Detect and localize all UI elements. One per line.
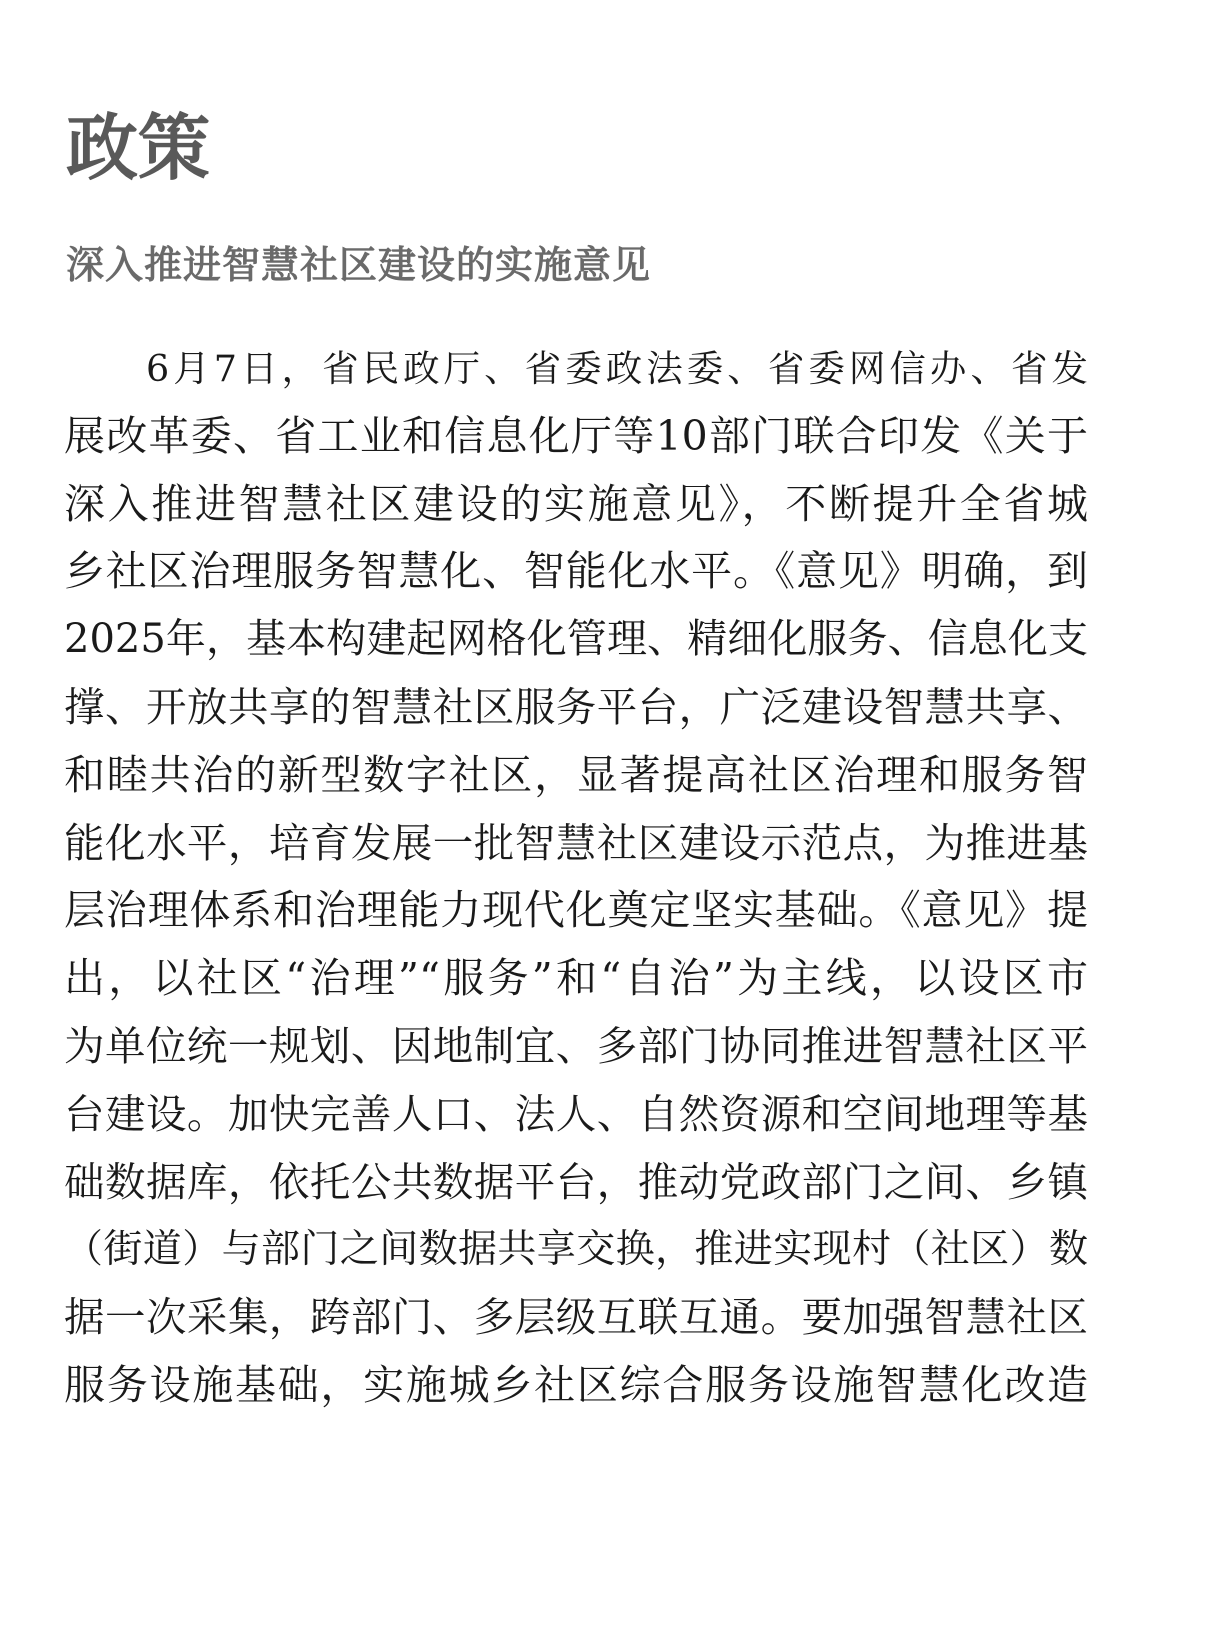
body-line-3: 深入推进智慧社区建设的实施意见》，不断提升全省城 xyxy=(64,479,1088,528)
body-line-13: 础数据库，依托公共数据平台，推动党政部门之间、乡镇 xyxy=(64,1157,1088,1206)
body-line-5: 2025年，基本构建起网格化管理、精细化服务、信息化支 xyxy=(64,616,1088,663)
body-line-2: 展改革委、省工业和信息化厅等10部门联合印发《关于 xyxy=(64,411,1088,460)
body-line-15: 据一次采集，跨部门、多层级互联互通。要加强智慧社区 xyxy=(64,1293,1088,1342)
body-line-9: 层治理体系和治理能力现代化奠定坚实基础。《意见》提 xyxy=(64,886,1088,935)
body-line-12: 台建设。加快完善人口、法人、自然资源和空间地理等基 xyxy=(64,1089,1088,1138)
body-line-6: 撑、开放共享的智慧社区服务平台，广泛建设智慧共享、 xyxy=(64,682,1088,731)
article-title: 深入推进智慧社区建设的实施意见 xyxy=(66,242,652,287)
section-title: 政策 xyxy=(66,106,211,190)
body-line-16: 服务设施基础，实施城乡社区综合服务设施智慧化改造 xyxy=(64,1360,1088,1409)
body-line-11: 为单位统一规划、因地制宜、多部门协同推进智慧社区平 xyxy=(64,1021,1088,1070)
body-line-14: （街道）与部门之间数据共享交换，推进实现村（社区）数 xyxy=(64,1227,1088,1273)
body-line-4: 乡社区治理服务智慧化、智能化水平。《意见》明确，到 xyxy=(64,547,1088,596)
article-body xyxy=(64,335,1088,1420)
body-line-8: 能化水平，培育发展一批智慧社区建设示范点，为推进基 xyxy=(64,818,1088,867)
body-line-10: 出，以社区“治理”“服务”和“自治”为主线，以设区市 xyxy=(64,954,1088,1003)
body-line-7: 和睦共治的新型数字社区，显著提高社区治理和服务智 xyxy=(64,750,1088,799)
body-line-1: 6月7日，省民政厅、省委政法委、省委网信办、省发 xyxy=(146,347,1088,390)
